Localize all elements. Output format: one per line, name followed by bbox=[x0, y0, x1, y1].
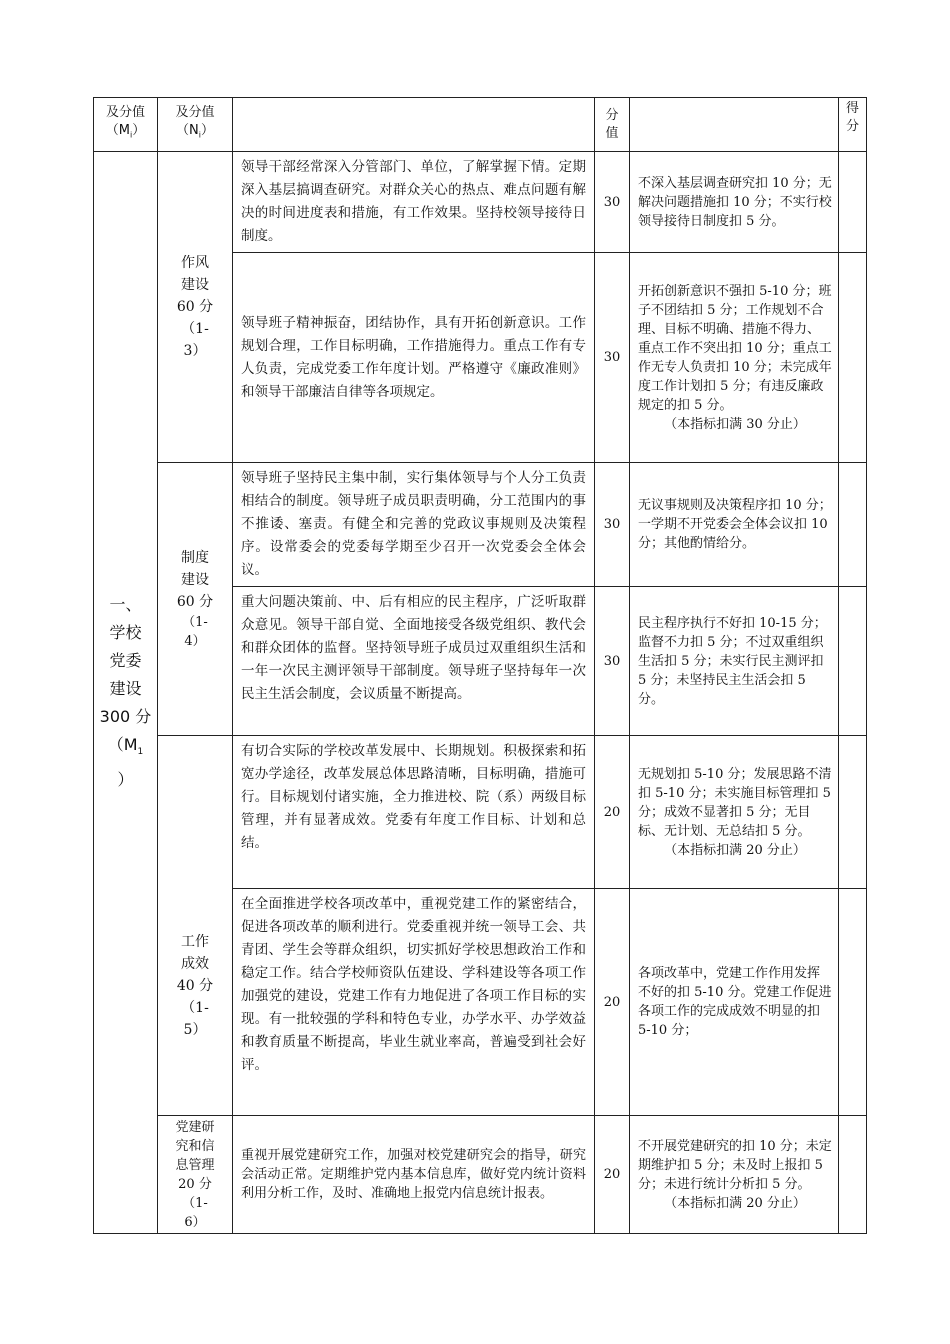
points-value: 20 bbox=[595, 736, 630, 889]
header-level2-sub-index: i bbox=[198, 130, 201, 140]
deduction-rule-text: 开拓创新意识不强扣 5-10 分；班子不团结扣 5 分；工作规划不合理、目标不明确、措施不得力、重点工作不突出扣 10 分；重点工作无专人负责扣 10 分；未完成年度工作计划扣 5 分；有违反廉政规定的扣 5 分。 bbox=[638, 283, 832, 413]
points-value: 30 bbox=[595, 587, 630, 736]
header-points bbox=[595, 98, 630, 152]
deduction-rule bbox=[630, 463, 839, 587]
criteria-text: 领导干部经常深入分管部门、单位，了解掌握下情。定期深入基层搞调查研究。对群众关心的热点、难点问题有解决的时间进度表和措施，有工作效果。坚持校领导接待日制度。 bbox=[233, 152, 595, 253]
points-value: 20 bbox=[595, 1116, 630, 1234]
criteria-text: 领导班子精神振奋，团结协作，具有开拓创新意识。工作规划合理，工作目标明确，工作措施得力。重点工作有专人负责，完成党委工作年度计划。严格遵守《廉政准则》和领导干部廉洁自律等各项规定。 bbox=[233, 253, 595, 463]
section-line: 300 分 bbox=[99, 706, 152, 726]
deduction-rule bbox=[630, 889, 839, 1116]
score-cell[interactable] bbox=[839, 587, 867, 736]
category-line: （1- bbox=[182, 1195, 208, 1211]
deduction-rule-text: 不深入基层调查研究扣 10 分；无解决问题措施扣 10 分；不实行校领导接待日制度扣 5 分。 bbox=[638, 175, 832, 229]
deduction-rule-text: 民主程序执行不好扣 10-15 分；监督不力扣 5 分；不过双重组织生活扣 5 分；未实行民主测评扣 5 分；未坚持民主生活会扣 5 分。 bbox=[638, 615, 827, 707]
deduction-note: （本指标扣满 20 分止） bbox=[664, 842, 806, 858]
category-line: 60 分 bbox=[176, 299, 214, 315]
header-rule bbox=[630, 98, 839, 152]
category-line: 4） bbox=[184, 634, 206, 649]
category-line: （1- bbox=[181, 999, 209, 1016]
score-cell[interactable] bbox=[839, 463, 867, 587]
section-cell bbox=[94, 152, 158, 1234]
points-value: 30 bbox=[595, 253, 630, 463]
deduction-note: （本指标扣满 20 分止） bbox=[664, 1195, 806, 1211]
section-line-text: （M bbox=[107, 734, 138, 754]
header-level1-sub-index: i bbox=[129, 130, 133, 140]
header-row bbox=[94, 98, 867, 152]
section-line: 党委 bbox=[109, 650, 142, 670]
category-line: （1- bbox=[182, 615, 208, 630]
deduction-note: （本指标扣满 30 分止） bbox=[664, 416, 806, 432]
category-line: 40 分 bbox=[176, 977, 214, 994]
header-level1-sub bbox=[94, 122, 157, 145]
deduction-rule-text: 无议事规则及决策程序扣 10 分；一学期不开党委会全体会议扣 10 分；其他酌情给分。 bbox=[638, 498, 832, 551]
deduction-rule bbox=[630, 736, 839, 889]
points-value: 30 bbox=[595, 463, 630, 587]
header-points-a: 分 bbox=[605, 107, 619, 123]
header-level1-sub-end: ） bbox=[132, 123, 146, 139]
section-line: 学校 bbox=[109, 622, 142, 642]
header-level2-sub-text: （N bbox=[176, 123, 199, 139]
criteria-text: 有切合实际的学校改革发展中、长期规划。积极探索和拓宽办学途径，改革发展总体思路清晰，目标明确，措施可行。目标规划付诸实施，全力推进校、院（系）两级目标管理，并有显著成效。党委有年度工作目标、计划和总结。 bbox=[233, 736, 595, 889]
header-level2-sub bbox=[158, 122, 232, 145]
section-line: ） bbox=[117, 770, 134, 790]
criteria-text: 重视开展党建研究工作，加强对校党建研究会的指导，研究会活动正常。定期维护党内基本信息库，做好党内统计资料利用分析工作，及时、准确地上报党内信息统计报表。 bbox=[233, 1116, 595, 1234]
category-line: 作风 bbox=[181, 255, 209, 271]
category-line: 3） bbox=[183, 343, 207, 359]
deduction-rule bbox=[630, 253, 839, 463]
section-line bbox=[94, 731, 157, 766]
category-line: 建设 bbox=[181, 277, 209, 293]
category-spacer bbox=[158, 811, 232, 931]
category-cell bbox=[158, 463, 233, 736]
category-line: 息管理 bbox=[175, 1157, 215, 1173]
header-content bbox=[233, 98, 595, 152]
deduction-rule-text: 不开展党建研究的扣 10 分；未定期维护扣 5 分；未及时上报扣 5 分；未进行统计分析扣 5 分。 bbox=[638, 1138, 832, 1192]
points-value: 30 bbox=[595, 152, 630, 253]
category-line: 成效 bbox=[181, 955, 209, 972]
header-score-b: 分 bbox=[845, 119, 859, 134]
header-level2-title: 及分值 bbox=[175, 105, 215, 121]
deduction-rule bbox=[630, 1116, 839, 1234]
score-cell[interactable] bbox=[839, 736, 867, 889]
category-line: 工作 bbox=[181, 933, 209, 950]
category-cell bbox=[158, 152, 233, 463]
deduction-rule bbox=[630, 587, 839, 736]
category-line: 20 分 bbox=[178, 1176, 212, 1192]
category-line: 究和信 bbox=[175, 1138, 215, 1154]
criteria-text: 重大问题决策前、中、后有相应的民主程序，广泛听取群众意见。领导干部自觉、全面地接受各级党组织、教代会和群众团体的监督。坚持领导班子成员过双重组织生活和一年一次民主测评领导干部制度。领导班子坚持每年一次民主生活会制度，会议质量不断提高。 bbox=[233, 587, 595, 736]
category-line: 5） bbox=[183, 1021, 207, 1038]
score-cell[interactable] bbox=[839, 1116, 867, 1234]
header-level1-title: 及分值 bbox=[105, 105, 145, 121]
table-row bbox=[94, 152, 867, 253]
table-row bbox=[94, 1116, 867, 1234]
table-row bbox=[94, 463, 867, 587]
category-line: 60 分 bbox=[176, 594, 214, 610]
deduction-rule-text: 无规划扣 5-10 分；发展思路不清扣 5-10 分；未实施目标管理扣 5 分；成效不显著扣 5 分；无目标、无计划、无总结扣 5 分。 bbox=[638, 766, 832, 839]
deduction-rule bbox=[630, 152, 839, 253]
category-line: （1- bbox=[181, 321, 209, 337]
header-score-a: 得 bbox=[845, 101, 859, 116]
score-cell[interactable] bbox=[839, 253, 867, 463]
header-level2-sub-end: ） bbox=[200, 123, 214, 139]
header-score bbox=[839, 98, 867, 152]
header-level1-sub-text: （M bbox=[105, 123, 130, 139]
header-points-b: 值 bbox=[605, 125, 619, 141]
section-line-index: 1 bbox=[137, 747, 144, 758]
score-cell[interactable] bbox=[839, 152, 867, 253]
category-line: 建设 bbox=[181, 572, 209, 588]
table-row bbox=[94, 736, 867, 889]
section-line: 建设 bbox=[109, 678, 142, 698]
section-line: 一、 bbox=[109, 594, 142, 614]
category-cell bbox=[158, 1116, 233, 1234]
deduction-rule-text: 各项改革中，党建工作作用发挥不好的扣 5-10 分。党建工作促进各项工作的完成成效不明显的扣 5-10 分； bbox=[638, 966, 832, 1038]
category-cell bbox=[158, 736, 233, 1116]
category-line: 制度 bbox=[181, 550, 209, 566]
evaluation-table bbox=[93, 97, 867, 1234]
header-level2 bbox=[158, 98, 233, 152]
category-line: 6） bbox=[184, 1214, 206, 1230]
criteria-text: 在全面推进学校各项改革中，重视党建工作的紧密结合，促进各项改革的顺利进行。党委重视并统一领导工会、共青团、学生会等群众组织，切实抓好学校思想政治工作和稳定工作。结合学校师资队伍建设、学科建设等各项工作加强党的建设，党建工作有力地促进了各项工作目标的实现。有一批较强的学科和特色专业，办学水平、办学效益和教育质量不断提高，毕业生就业率高，普遍受到社会好评。 bbox=[233, 889, 595, 1116]
score-cell[interactable] bbox=[839, 889, 867, 1116]
category-line: 党建研 bbox=[175, 1119, 215, 1135]
criteria-text: 领导班子坚持民主集中制，实行集体领导与个人分工负责相结合的制度。领导班子成员职责明确，分工范围内的事不推诿、塞责。有健全和完善的党政议事规则及决策程序。设常委会的党委每学期至少召开一次党委会全体会议。 bbox=[233, 463, 595, 587]
points-value: 20 bbox=[595, 889, 630, 1116]
header-level1 bbox=[94, 98, 158, 152]
